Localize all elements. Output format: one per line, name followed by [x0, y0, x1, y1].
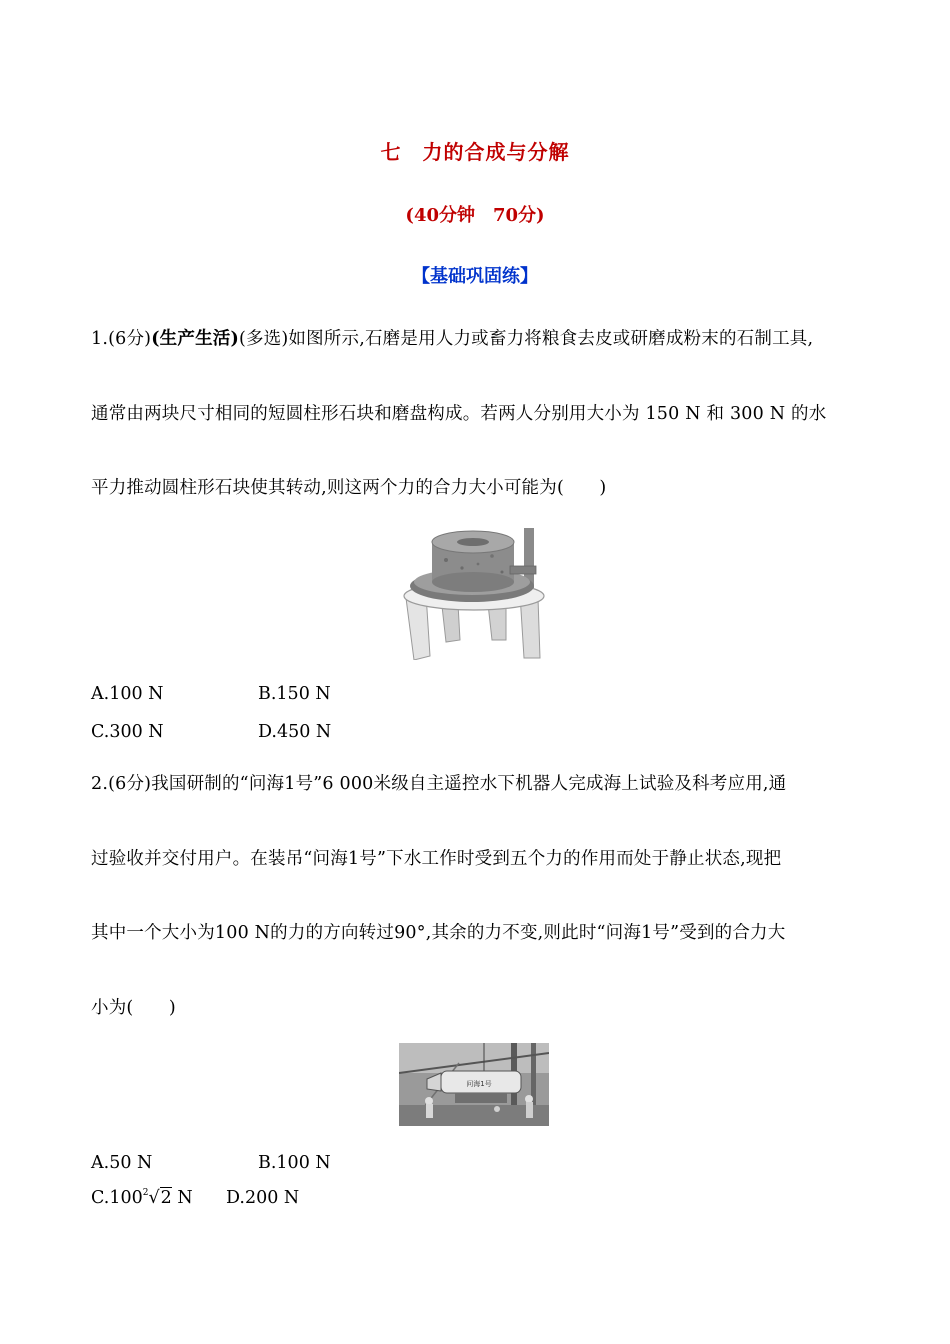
q1-option-d: D.450 N	[258, 722, 332, 742]
q2-option-c	[91, 1188, 193, 1208]
time-and-score: (40分钟 70分)	[405, 205, 545, 226]
q1-line-1	[91, 325, 813, 350]
q2-option-c-suffix: N	[171, 1188, 193, 1208]
q1-tag: (生产生活)	[151, 329, 239, 349]
q1-line-2: 通常由两块尺寸相同的短圆柱形石块和磨盘构成。若两人分别用大小为 150 N 和 300 N 的水	[91, 404, 827, 424]
sqrt-symbol: $^2$√2	[142, 1188, 172, 1208]
q2-option-b: B.100 N	[258, 1153, 331, 1173]
sqrt-index: 2	[142, 1188, 149, 1198]
q1-number: 1.(6分)	[91, 329, 152, 349]
stone-mill-image	[402, 520, 546, 660]
q2-option-c-prefix: C.100	[91, 1188, 143, 1208]
q2-option-a: A.50 N	[91, 1153, 153, 1173]
section-heading: 【基础巩固练】	[412, 266, 538, 287]
q2-line-1: 2.(6分)我国研制的“问海1号”6 000米级自主遥控水下机器人完成海上试验及科考应用,通	[91, 774, 787, 794]
underwater-robot-image	[399, 1043, 549, 1126]
q1-option-b: B.150 N	[258, 684, 331, 704]
q1-option-a: A.100 N	[91, 684, 164, 704]
q2-line-3: 其中一个大小为100 N的力的方向转过90°,其余的力不变,则此时“问海1号”受到的合力大	[91, 923, 786, 943]
q1-option-c: C.300 N	[91, 722, 164, 742]
robot-label: 问海1号	[466, 1080, 492, 1088]
sqrt-radicand: 2	[160, 1188, 172, 1208]
page-title: 七 力的合成与分解	[380, 140, 570, 164]
q2-line-2: 过验收并交付用户。在装吊“问海1号”下水工作时受到五个力的作用而处于静止状态,现把	[91, 849, 782, 869]
q1-line-1-text: (多选)如图所示,石磨是用人力或畜力将粮食去皮或研磨成粉末的石制工具,	[238, 329, 814, 349]
q1-line-3: 平力推动圆柱形石块使其转动,则这两个力的合力大小可能为( )	[91, 478, 607, 498]
q2-line-4: 小为( )	[91, 998, 176, 1018]
q2-option-d: D.200 N	[226, 1188, 300, 1208]
